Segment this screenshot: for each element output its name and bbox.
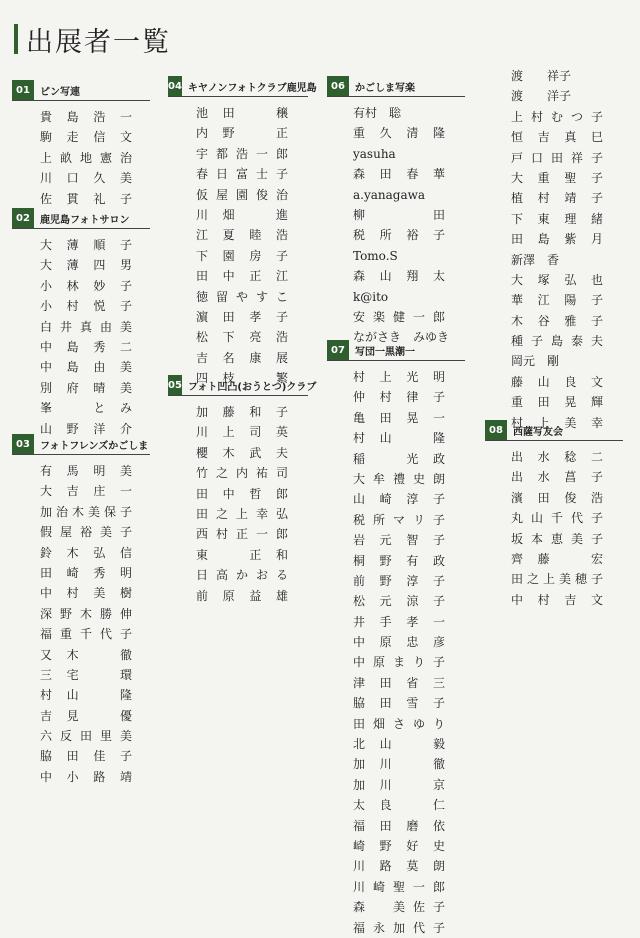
member-name: 別府晴美 [40, 380, 132, 395]
member-name: 北山 毅 [353, 737, 445, 752]
member-name: 仲村律子 [353, 390, 445, 405]
member-name: 中原まり子 [353, 655, 445, 670]
member-name: 村上光明 [353, 370, 445, 384]
page-title: 出展者一覧 [26, 27, 171, 58]
member-name: 福田磨依 [353, 818, 445, 833]
member-name: 東 正和 [196, 547, 288, 562]
member-name: 加川 徹 [353, 757, 445, 772]
exhibitor-group [168, 375, 317, 606]
member-name: 貴島浩一 [40, 110, 132, 124]
member-name: 大薄四男 [40, 258, 132, 273]
group-name: 写団一黒潮一 [355, 346, 415, 358]
member-name: 六反田里美 [40, 729, 132, 744]
member-name: 重久清隆 [353, 126, 445, 141]
exhibitor-group [12, 208, 150, 439]
member-name: 中村美樹 [40, 586, 132, 601]
member-list [168, 103, 308, 388]
member-name: 桐野有政 [353, 553, 445, 568]
member-name: 櫻木武夫 [196, 445, 288, 460]
member-name: 濵田孝子 [196, 309, 288, 324]
member-name: 渡 祥子 [511, 69, 572, 83]
member-name: 大吉庄一 [40, 484, 132, 499]
member-name: 太良 仁 [353, 798, 445, 813]
member-name: 加藤和子 [196, 405, 288, 419]
member-list [485, 447, 623, 610]
member-name: 峯 とみ [40, 401, 132, 416]
member-list [327, 367, 465, 938]
member-name: 田之上美穂子 [511, 572, 603, 587]
member-name: 村上美幸 [511, 415, 603, 430]
member-name: ながさき みゆき [353, 330, 450, 345]
group-number: 04 [168, 76, 182, 96]
member-name: k@ito [353, 289, 389, 304]
member-name: 福永加代子 [353, 920, 445, 935]
member-name: 加治木美保子 [40, 504, 132, 519]
member-name: 中島秀二 [40, 339, 132, 354]
member-name: 木谷雅子 [511, 313, 603, 328]
member-name: 崎野好史 [353, 838, 445, 853]
member-name: 出水稔二 [511, 450, 603, 464]
member-name: 出水菖子 [511, 470, 603, 485]
member-name: 春日富士子 [196, 167, 288, 182]
member-name: 戸口田祥子 [511, 150, 603, 165]
member-name: 福重千代子 [40, 627, 132, 642]
member-name: 又木 徹 [40, 647, 132, 662]
group-number: 03 [12, 434, 34, 454]
group-number: 05 [168, 375, 182, 395]
member-name: 岩元智子 [353, 533, 445, 548]
member-name: 三宅 環 [40, 667, 132, 682]
member-name: 濱田俊浩 [511, 490, 603, 505]
member-name: 鈴木弘信 [40, 545, 132, 560]
member-name: 竹之内祐司 [196, 466, 288, 481]
member-name: 中小路靖 [40, 769, 132, 784]
member-name: 有村 聡 [353, 106, 402, 120]
exhibitor-group [485, 420, 623, 610]
member-name: 徳留やすこ [196, 289, 288, 304]
group-number: 06 [327, 76, 349, 96]
member-name: 日高かおる [196, 568, 288, 583]
member-name: 大重聖子 [511, 170, 603, 185]
member-name: 大塚弘也 [511, 272, 603, 287]
member-name: 植村靖子 [511, 191, 603, 206]
member-name: 中島由美 [40, 360, 132, 375]
group-name: かごしま写楽 [355, 82, 415, 94]
member-name: 大薄順子 [40, 238, 132, 252]
member-name: 種子島泰夫 [511, 334, 603, 349]
member-name: 岡元 剛 [511, 354, 560, 369]
member-name: 佐貫礼子 [40, 191, 132, 206]
group-number: 01 [12, 80, 34, 100]
member-name: 仮屋園俊治 [196, 187, 288, 202]
member-name: 中村吉文 [511, 592, 603, 607]
member-name: 柳田 [353, 207, 445, 222]
group-name: ピン写連 [40, 86, 80, 98]
member-name: 新澤 香 [511, 252, 560, 267]
member-name: 有馬明美 [40, 464, 132, 478]
member-name: 吉名康展 [196, 350, 288, 365]
member-name: a.yanagawa [353, 187, 426, 202]
member-name: 森山翔太 [353, 269, 445, 284]
exhibitor-group [168, 76, 317, 388]
member-name: 下東理緒 [511, 211, 603, 226]
member-name: 川崎聖一郎 [353, 879, 445, 894]
member-name: 池田 穣 [196, 106, 288, 120]
member-name: 山崎淳子 [353, 492, 445, 507]
member-name: 吉見 優 [40, 708, 132, 723]
member-name: 村山 隆 [353, 431, 445, 446]
group-number: 08 [485, 420, 507, 440]
member-name: 上村むつ子 [511, 109, 603, 124]
member-name: 大牟禮史朗 [353, 471, 445, 486]
member-list [12, 235, 150, 439]
member-name: 小村悦子 [40, 299, 132, 314]
member-list [327, 103, 465, 348]
member-name: 白井真由美 [40, 319, 132, 334]
title-accent-bar [14, 24, 18, 54]
member-name: 森田春華 [353, 167, 445, 182]
member-name: 前原益雄 [196, 588, 288, 603]
exhibitor-group [12, 434, 150, 787]
member-name: 駒走信文 [40, 130, 132, 145]
group-name: 西薩写友会 [513, 426, 563, 438]
member-name: 小林妙子 [40, 278, 132, 293]
member-name: 税所裕子 [353, 228, 445, 243]
member-name: yasuha [353, 146, 396, 161]
group-number: 02 [12, 208, 34, 228]
member-name: 脇田佳子 [40, 749, 132, 764]
member-name: 田之上幸弘 [196, 506, 288, 521]
exhibitor-group [327, 340, 465, 938]
member-name: 川上司英 [196, 425, 288, 440]
exhibitor-group [12, 80, 150, 209]
member-name: 津田省三 [353, 675, 445, 690]
member-name: 坂本恵美子 [511, 531, 603, 546]
member-name: 重田晃輝 [511, 395, 603, 410]
member-name: 丸山千代子 [511, 511, 603, 526]
member-name: 藤山良文 [511, 374, 603, 389]
member-name: 川口久美 [40, 171, 132, 186]
group-number: 07 [327, 340, 349, 360]
member-name: 川畑 進 [196, 207, 288, 222]
member-name: 税所マリ子 [353, 512, 445, 527]
group-name: 鹿児島フォトサロン [40, 214, 130, 226]
member-name: 西村正一郎 [196, 527, 288, 542]
member-name: 安楽健一郎 [353, 309, 445, 324]
member-name: 下園房子 [196, 248, 288, 263]
member-name: 田畑さゆり [353, 716, 445, 731]
member-name: 四枝 繁 [196, 371, 288, 386]
member-name: 田崎秀明 [40, 565, 132, 580]
member-name: 森 美佐子 [353, 900, 445, 915]
member-name: 内野 正 [196, 126, 288, 141]
member-name: 井手孝一 [353, 614, 445, 629]
member-name: 松元涼子 [353, 594, 445, 609]
member-name: 渡 洋子 [511, 89, 572, 104]
member-list [168, 402, 308, 606]
member-name: 稲 光政 [353, 451, 445, 466]
member-list [12, 107, 150, 209]
member-name: 上畝地憲治 [40, 150, 132, 165]
member-name: 村山 隆 [40, 688, 132, 703]
group-name: フォト凹凸(おうとつ)クラブ [187, 381, 317, 393]
exhibitor-group [327, 76, 465, 348]
member-name: 川路莫朗 [353, 859, 445, 874]
member-list [12, 461, 150, 787]
member-name: 深野木勝伸 [40, 606, 132, 621]
member-name: Tomo.S [353, 248, 398, 263]
member-name: 松下亮浩 [196, 330, 288, 345]
member-name: 江夏睦浩 [196, 228, 288, 243]
member-name: 田中正江 [196, 269, 288, 284]
member-name: 齊藤 宏 [511, 551, 603, 566]
member-name: 華江陽子 [511, 293, 603, 308]
member-name: 田中哲郎 [196, 486, 288, 501]
group-name: キヤノンフォトクラブ鹿児島 [187, 82, 317, 94]
member-name: 宇都浩一郎 [196, 146, 288, 161]
member-name: 加川 京 [353, 777, 445, 792]
member-name: 山野洋介 [40, 421, 132, 436]
member-name: 中原忠彦 [353, 635, 445, 650]
member-name: 田島紫月 [511, 232, 603, 247]
member-name: 假屋裕美子 [40, 525, 132, 540]
member-name: 脇田雪子 [353, 696, 445, 711]
member-list [485, 66, 623, 433]
member-name: 恒吉真巳 [511, 130, 603, 145]
member-name: 前野淳子 [353, 573, 445, 588]
group-name: フォトフレンズかごしま [40, 440, 149, 452]
continued-member-column [485, 60, 623, 433]
member-name: 亀田晃一 [353, 410, 445, 425]
